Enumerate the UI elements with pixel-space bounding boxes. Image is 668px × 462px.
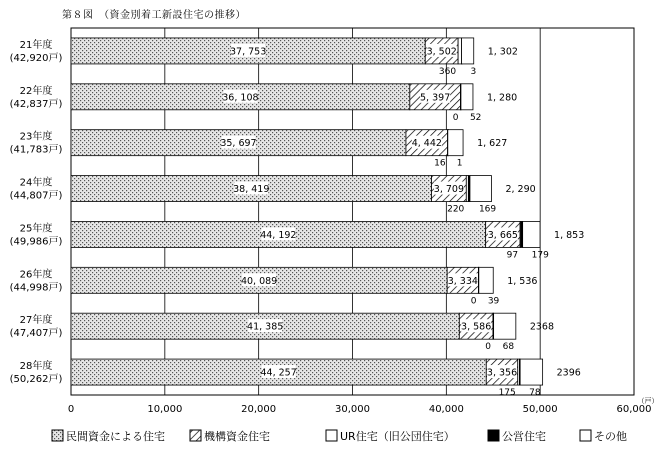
data-label-agency: 3, 356 <box>486 367 518 379</box>
data-label-private: 35, 697 <box>220 138 257 150</box>
bar-other <box>462 38 474 64</box>
legend-label-ur: UR住宅（旧公団住宅） <box>340 430 455 443</box>
x-tick-label: 40,000 <box>428 404 464 415</box>
bar-other <box>520 359 542 385</box>
data-label-ur: 0 <box>470 296 477 307</box>
data-label-public: 169 <box>478 204 497 215</box>
x-tick-label: 30,000 <box>335 404 370 415</box>
bar-other <box>448 130 463 156</box>
category-total-label: (42,920戸) <box>9 52 63 64</box>
category-total-label: (50,262戸) <box>9 374 63 386</box>
chart-title: 第８図 （資金別着工新設住宅の推移） <box>62 10 246 21</box>
category-label: 28年度 <box>19 361 53 373</box>
category-label: 25年度 <box>19 223 53 235</box>
data-label-agency: 3, 586 <box>461 321 492 333</box>
category-label: 21年度 <box>19 39 53 51</box>
data-label-other: 1, 627 <box>477 138 508 150</box>
data-label-public: 68 <box>502 342 515 353</box>
data-label-other: 1, 536 <box>507 275 538 287</box>
legend-swatch-public <box>488 430 499 441</box>
data-label-other: 1, 280 <box>486 92 518 104</box>
category-total-label: (41,783戸) <box>9 144 63 156</box>
x-tick-label: 10,000 <box>147 404 183 415</box>
legend-swatch-ur <box>326 430 337 441</box>
legend-label-other: その他 <box>594 430 627 443</box>
legend-label-agency: 機構資金住宅 <box>204 430 270 443</box>
data-label-ur: 97 <box>506 250 519 261</box>
data-label-agency: 3, 502 <box>426 46 457 58</box>
category-total-label: (42,837戸) <box>9 98 63 110</box>
data-label-agency: 3, 665 <box>487 229 518 241</box>
data-label-private: 41, 385 <box>247 321 284 333</box>
data-label-agency: 4, 442 <box>411 138 442 150</box>
data-label-ur: 16 <box>434 158 446 169</box>
data-label-public: 3 <box>470 66 477 77</box>
category-label: 22年度 <box>19 85 53 97</box>
data-label-private: 44, 257 <box>260 367 297 379</box>
data-label-other: 1, 302 <box>487 46 518 58</box>
data-label-agency: 3, 709 <box>433 184 465 196</box>
data-label-private: 44, 192 <box>260 229 297 241</box>
data-label-ur: 0 <box>485 342 491 353</box>
bar-ur <box>458 38 461 64</box>
data-label-private: 37, 753 <box>229 46 267 58</box>
bar-other <box>461 84 473 110</box>
legend-swatch-agency <box>190 430 201 441</box>
data-label-other: 2, 290 <box>505 184 536 196</box>
legend-label-private: 民間資金による住宅 <box>66 430 165 443</box>
data-label-agency: 3, 334 <box>447 275 478 287</box>
category-label: 26年度 <box>19 269 53 281</box>
category-label: 24年度 <box>19 177 53 189</box>
bar-other <box>523 221 540 247</box>
x-tick-label: 20,000 <box>241 404 277 415</box>
data-label-ur: 220 <box>447 204 465 215</box>
data-label-ur: 360 <box>438 66 457 77</box>
legend-swatch-private <box>52 430 63 441</box>
legend-label-public: 公営住宅 <box>502 430 546 443</box>
bar-other <box>479 267 493 293</box>
x-axis-unit: （戸） <box>637 397 659 405</box>
x-tick-label: 0 <box>67 404 75 415</box>
data-label-other: 1, 853 <box>554 229 585 241</box>
data-label-private: 38, 419 <box>233 184 270 196</box>
bar-other <box>494 313 516 339</box>
category-label: 23年度 <box>19 131 53 143</box>
data-label-ur: 175 <box>498 388 516 399</box>
bar-other <box>470 176 491 202</box>
category-label: 27年度 <box>19 315 53 327</box>
category-total-label: (44,807戸) <box>9 190 63 202</box>
category-total-label: (47,407戸) <box>9 328 63 340</box>
data-label-other: 2396 <box>556 367 581 379</box>
data-label-private: 36, 108 <box>222 92 259 104</box>
data-label-public: 52 <box>469 112 482 123</box>
data-label-private: 40, 089 <box>240 275 278 287</box>
data-label-public: 1 <box>456 158 463 169</box>
legend-swatch-other <box>580 430 591 441</box>
category-total-label: (49,986戸) <box>9 236 63 248</box>
data-label-public: 39 <box>487 296 500 307</box>
data-label-agency: 5, 397 <box>420 92 451 104</box>
x-tick-label: 60,000 <box>616 404 652 415</box>
x-tick-label: 50,000 <box>522 404 558 415</box>
data-label-public: 179 <box>531 250 549 261</box>
data-label-public: 78 <box>529 388 541 399</box>
data-label-ur: 0 <box>452 112 459 123</box>
category-total-label: (44,998戸) <box>9 282 63 294</box>
data-label-other: 2368 <box>529 321 555 333</box>
